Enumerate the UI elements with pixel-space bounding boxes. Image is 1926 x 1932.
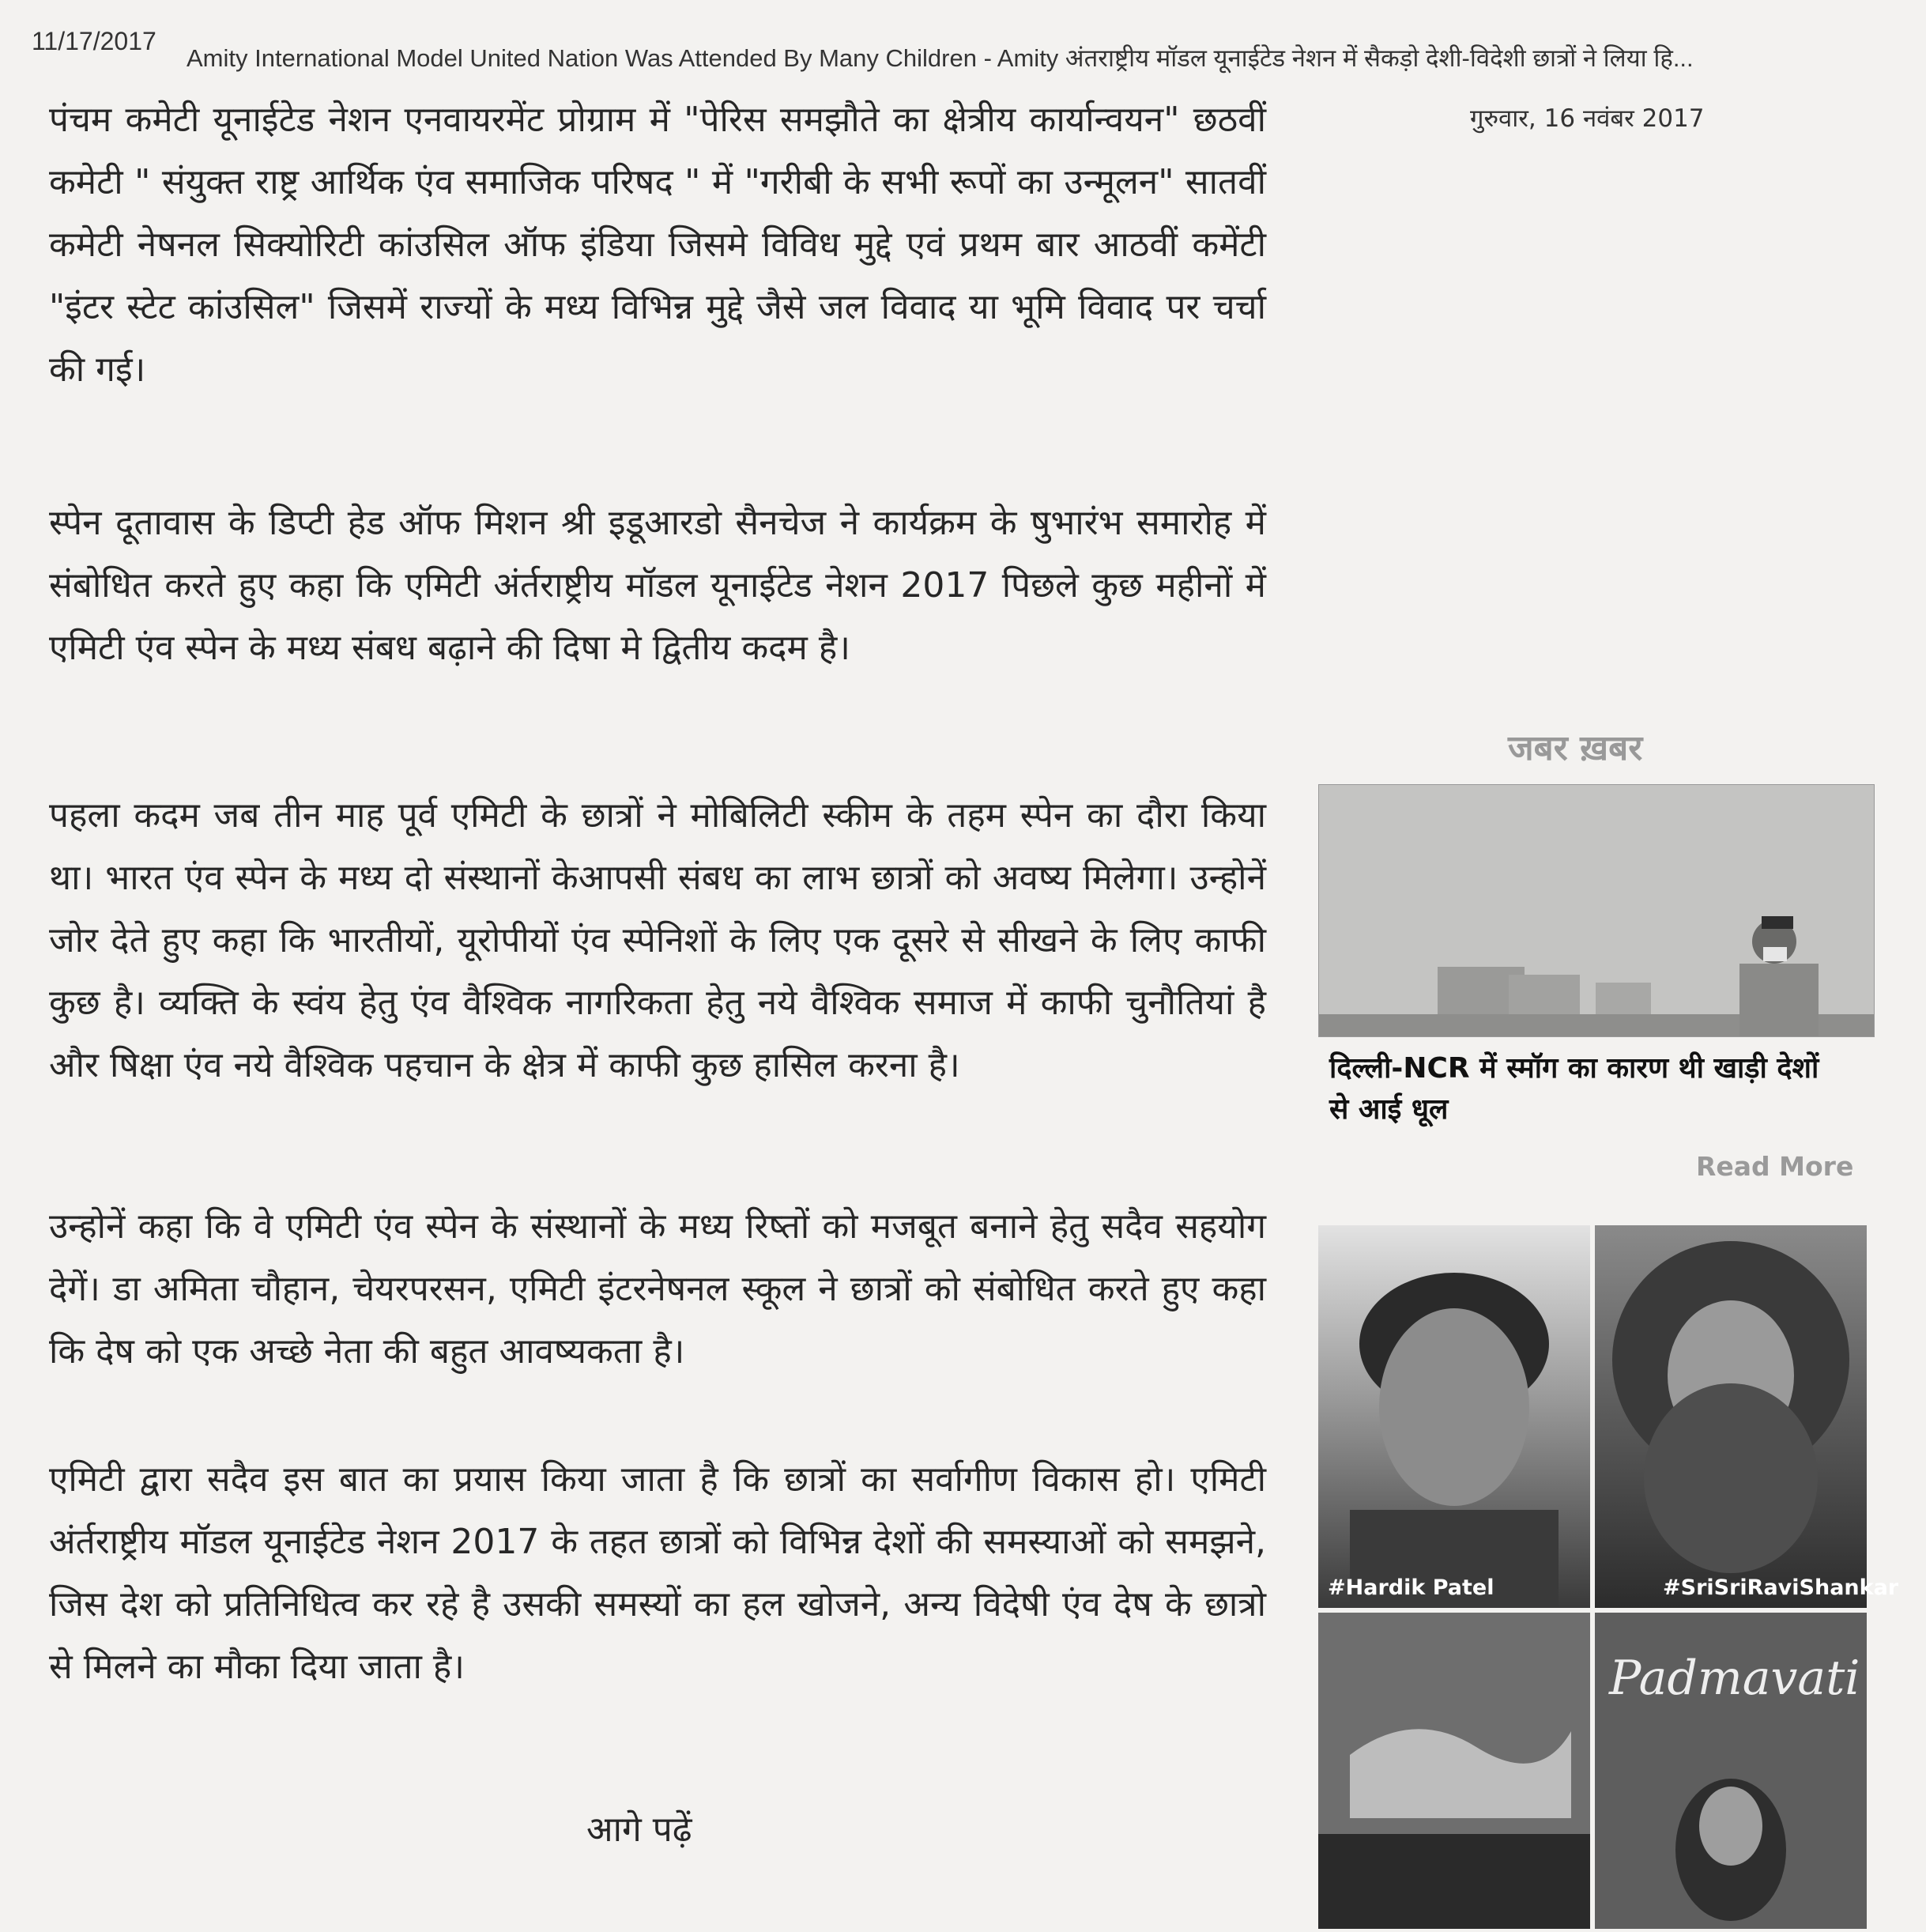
poster-image-icon bbox=[1318, 1613, 1590, 1929]
tile-label: #SriSriRaviShankar bbox=[1663, 1575, 1899, 1600]
article-paragraph-5: एमिटी द्वारा सदैव इस बात का प्रयास किया जाता है कि छात्रों का सर्वागीण विकास हो। एमिटी अंर्तराष्ट्रीय मॉडल यूनाईटेड नेशन 2017 के तहत छात्रों को विभिन्न देशों की समस्याओं को समझने, जिस देश को प्रतिनिधित्व कर रहे है उसकी समस्यों का हल खोजने, अन्य विदेषी एंव देष के छात्रो से मिलने का मौका दिया जाता है। bbox=[49, 1459, 1266, 1687]
person-photo-icon bbox=[1318, 1225, 1590, 1608]
poster-title: Padmavati bbox=[1609, 1651, 1860, 1706]
page-header bbox=[32, 27, 1902, 74]
tile-sri-sri-ravi-shankar[interactable] bbox=[1595, 1225, 1899, 1608]
person-photo-icon bbox=[1595, 1225, 1899, 1608]
print-date: 11/17/2017 bbox=[32, 27, 156, 55]
news-caption[interactable]: दिल्ली-NCR में स्मॉग का कारण थी खाड़ी देशों से आई धूल bbox=[1329, 1052, 1819, 1126]
news-thumbnail[interactable] bbox=[1318, 784, 1875, 1037]
photo-grid bbox=[1318, 1225, 1899, 1921]
tile-hardik-patel[interactable] bbox=[1318, 1225, 1590, 1608]
article-paragraph-2: स्पेन दूतावास के डिप्टी हेड ऑफ मिशन श्री इडूआरडो सैनचेज ने कार्यक्रम के षुभारंभ समारोह में संबोधित करते हुए कहा कि एमिटी अंर्तराष्ट्रीय मॉडल यूनाईटेड नेशन 2017 पिछले कुछ महीनों में एमिटी एंव स्पेन के मध्य संबध बढ़ाने की दिषा मे द्वितीय कदम है। bbox=[49, 503, 1266, 668]
publish-date: गुरुवार, 16 नवंबर 2017 bbox=[1470, 104, 1705, 133]
sidebar-heading: जबर ख़बर bbox=[1508, 728, 1643, 768]
read-more-link[interactable]: Read More bbox=[1696, 1151, 1854, 1182]
article-paragraph-1: पंचम कमेटी यूनाईटेड नेशन एनवायरमेंट प्रोग्राम में "पेरिस समझौते का क्षेत्रीय कार्यान्वयन" छठवीं कमेटी " संयुक्त राष्ट्र आर्थिक एंव समाजिक परिषद " में "गरीबी के सभी रूपों का उन्मूलन" सातवीं कमेटी नेषनल सिक्योरिटी कांउसिल ऑफ इंडिया जिसमे विविध मुद्दे एवं प्रथम बार आठवीं कमेंटी "इंटर स्टेट कांउसिल" जिसमें राज्यों के मध्य विभिन्न मुद्दे जैसे जल विवाद या भूमि विवाद पर चर्चा की गई। bbox=[49, 100, 1266, 390]
page-title: Amity International Model United Nation Was Attended By Many Children - Amity अंतराष्ट्रीय मॉडल यूनाईटेड नेशन में सैकड़ो देशी-विदेशी छात्रों ने लिया हि... bbox=[187, 44, 1694, 72]
read-next-link[interactable]: आगे पढ़ें bbox=[586, 1809, 692, 1850]
article-paragraph-4: उन्होनें कहा कि वे एमिटी एंव स्पेन के संस्थानों के मध्य रिष्तों को मजबूत बनाने हेतु सदैव सहयोग देगें। डा अमिता चौहान, चेयरपरसन, एमिटी इंटरनेषनल स्कूल ने छात्रों को संबोधित करते हुए कहा कि देष को एक अच्छे नेता की बहुत आवष्यकता है। bbox=[49, 1206, 1266, 1372]
smog-photo-icon bbox=[1319, 785, 1874, 1036]
tile-padmavati-poster[interactable] bbox=[1595, 1613, 1867, 1929]
tile-label: #Hardik Patel bbox=[1328, 1575, 1494, 1600]
tile-film-poster[interactable] bbox=[1318, 1613, 1590, 1929]
article-paragraph-3: पहला कदम जब तीन माह पूर्व एमिटी के छात्रों ने मोबिलिटी स्कीम के तहम स्पेन का दौरा किया था। भारत एंव स्पेन के मध्य दो संस्थानों केआपसी संबध का लाभ छात्रों को अवष्य मिलेगा। उन्होनें जोर देते हुए कहा कि भारतीयों, यूरोपीयों एंव स्पेनिशों के लिए एक दूसरे से सीखने के लिए काफी कुछ है। व्यक्ति के स्वंय हेतु एंव वैश्विक नागरिकता हेतु नये वैश्विक समाज में काफी चुनौतियां है और षिक्षा एंव नये वैश्विक पहचान के क्षेत्र में काफी कुछ हासिल करना है। bbox=[49, 795, 1266, 1085]
